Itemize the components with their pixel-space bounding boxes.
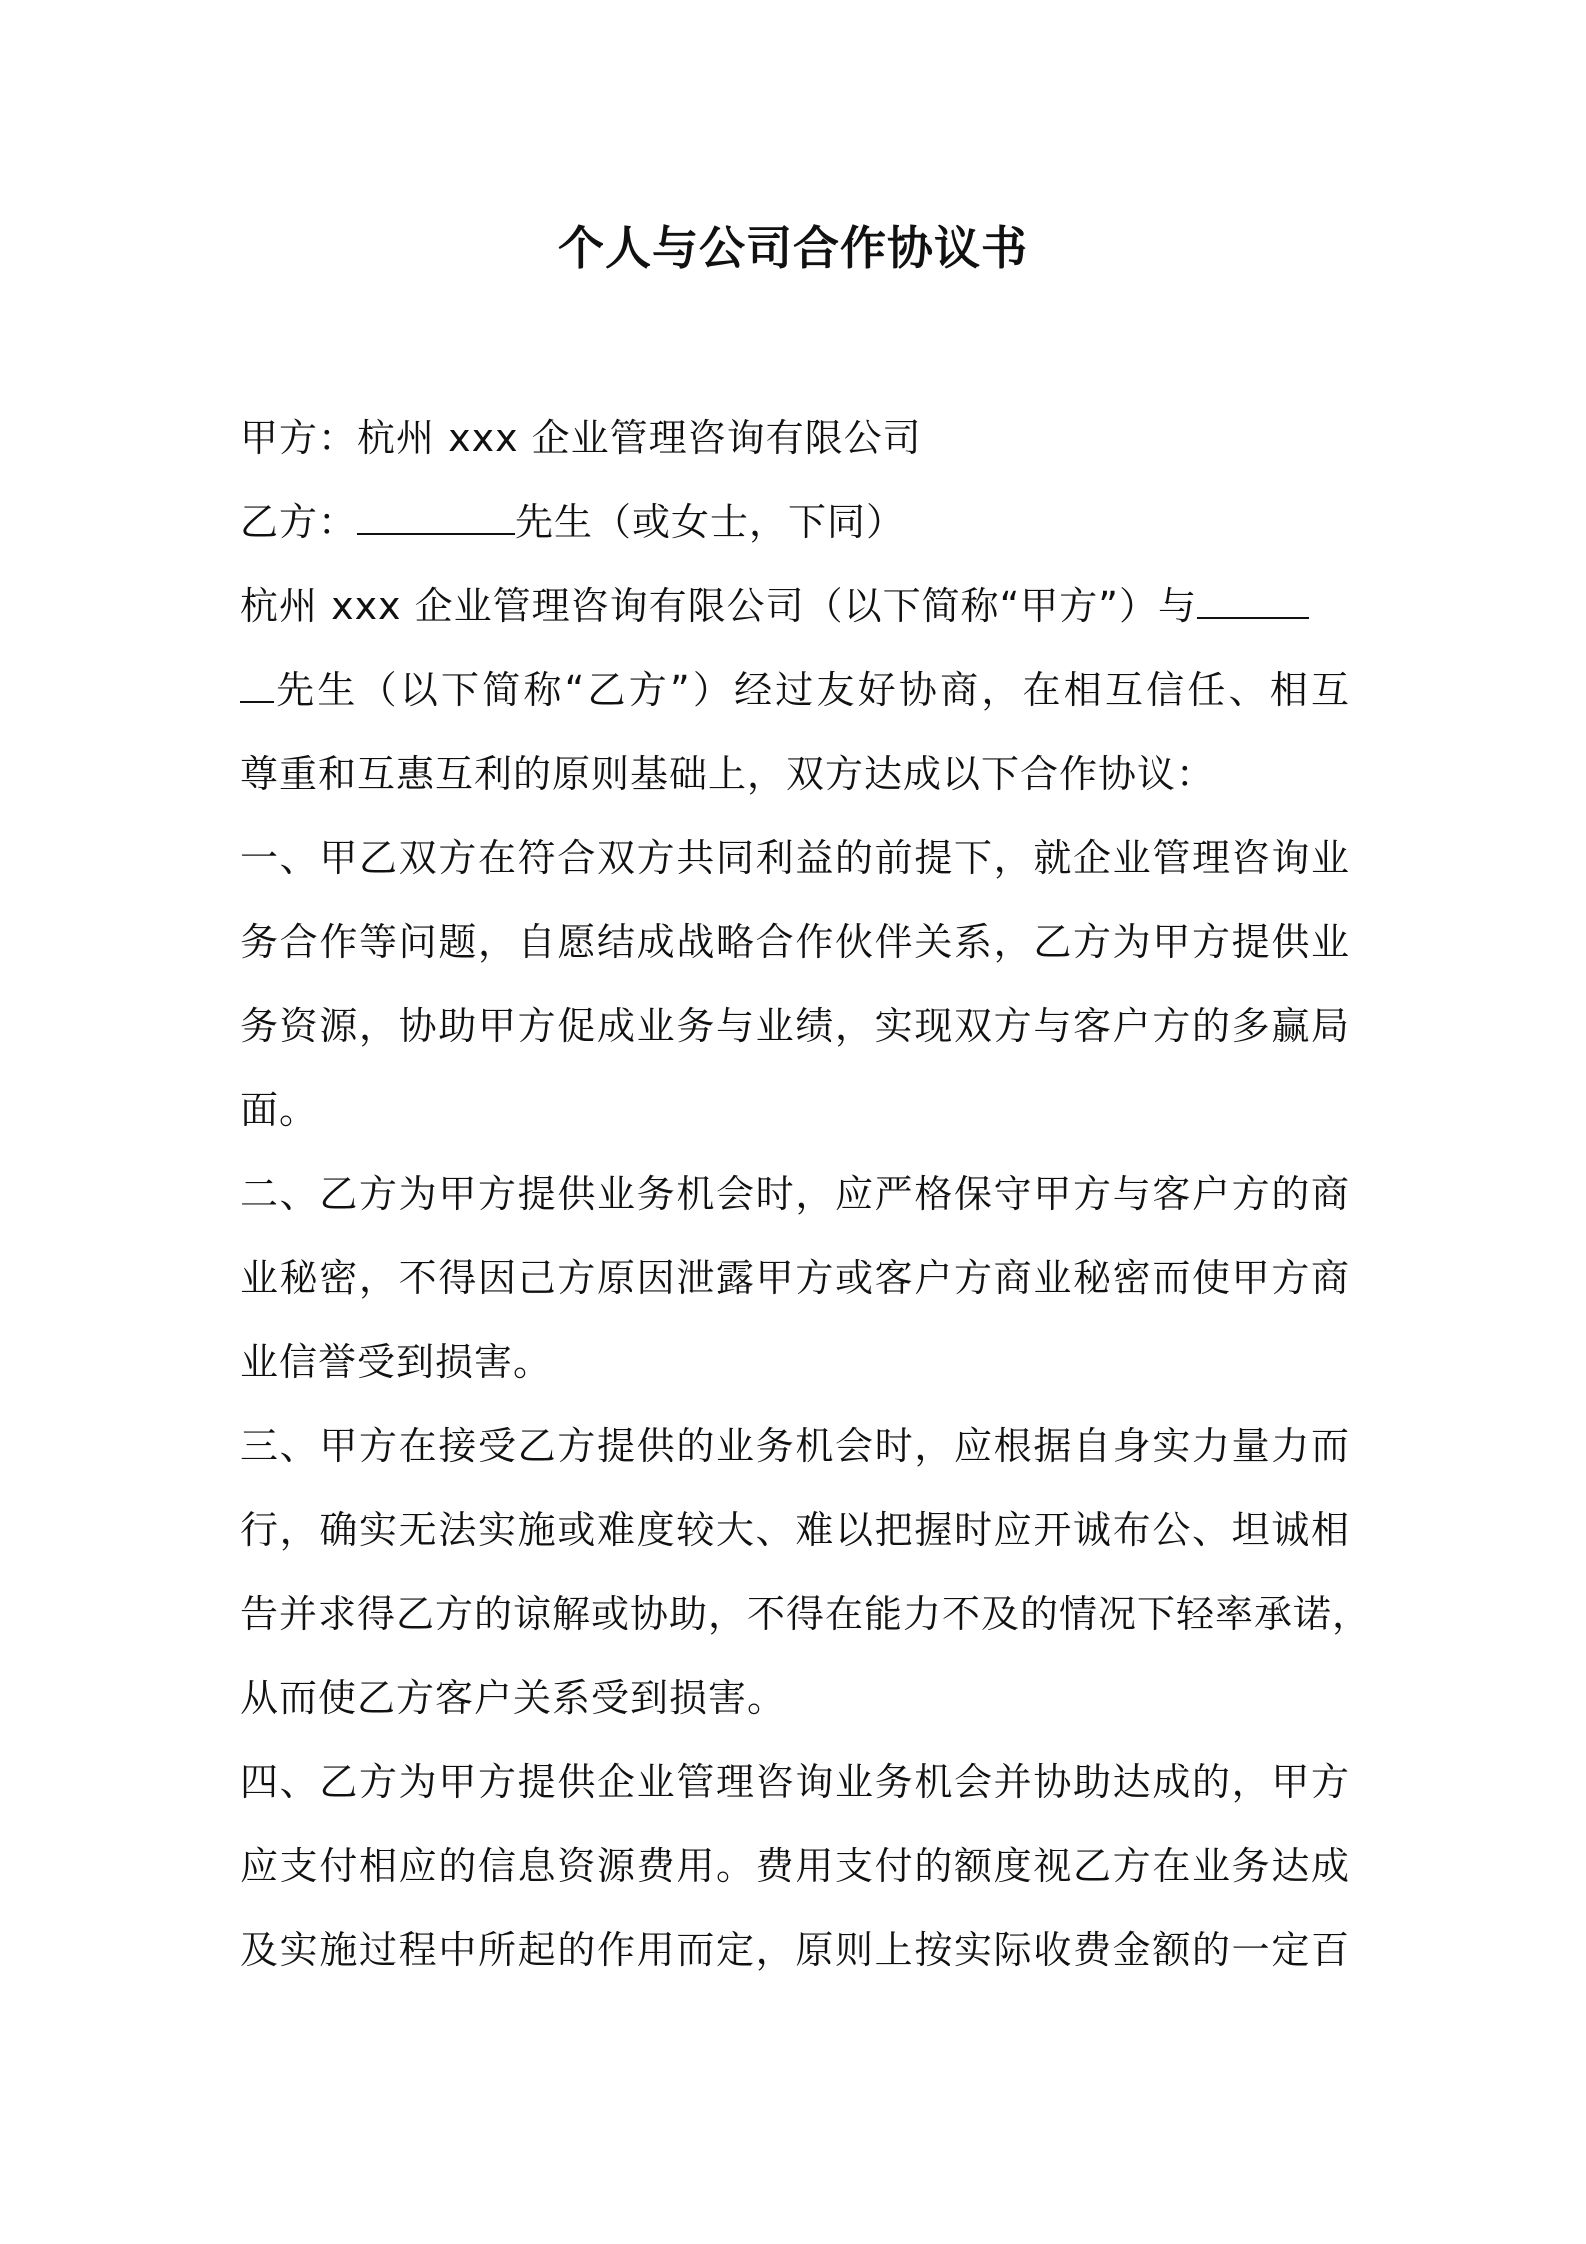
document-body: [240, 396, 1372, 1992]
clause-2-line: 业信誉受到损害。: [240, 1340, 553, 1384]
paragraph-line: [240, 564, 1350, 648]
party-b-suffix: 先生（或女士，下同）: [515, 500, 906, 544]
clause-2-line: 业秘密，不得因己方原因泄露甲方或客户方商业秘密而使甲方商: [240, 1256, 1350, 1300]
party-a-name: 杭州 xxx 企业管理咨询有限公司: [357, 416, 922, 460]
party-b-name-blank: [357, 485, 515, 535]
party-b-label: 乙方：: [240, 500, 358, 544]
clause-3-line: 行，确实无法实施或难度较大、难以把握时应开诚布公、坦诚相: [240, 1508, 1350, 1552]
clause-3-line: 三、甲方在接受乙方提供的业务机会时，应根据自身实力量力而: [240, 1424, 1350, 1468]
clause-2-line: 二、乙方为甲方提供业务机会时，应严格保守甲方与客户方的商: [240, 1172, 1350, 1216]
party-b-name-blank: [1197, 569, 1309, 619]
line-text: 杭州 xxx 企业管理咨询有限公司（以下简称“甲方”）与: [240, 584, 1197, 628]
party-a-line: [240, 396, 1350, 480]
party-b-line: [240, 480, 1350, 564]
document-title: 个人与公司合作协议书: [558, 221, 1028, 275]
line-text: 先生（以下简称“乙方”）经过友好协商，在相互信任、相互: [274, 668, 1350, 712]
clause-4-line: 应支付相应的信息资源费用。费用支付的额度视乙方在业务达成: [240, 1844, 1350, 1888]
clause-1-line: 一、甲乙双方在符合双方共同利益的前提下，就企业管理咨询业: [240, 836, 1350, 880]
clause-3-line: 从而使乙方客户关系受到损害。: [240, 1676, 787, 1720]
clause-4-line: 四、乙方为甲方提供企业管理咨询业务机会并协助达成的，甲方: [240, 1760, 1350, 1804]
clause-3-line: 告并求得乙方的谅解或协助，不得在能力不及的情况下轻率承诺，: [240, 1592, 1372, 1636]
clause-1-line: 务合作等问题，自愿结成战略合作伙伴关系，乙方为甲方提供业: [240, 920, 1350, 964]
clause-4-line: 及实施过程中所起的作用而定，原则上按实际收费金额的一定百: [240, 1928, 1350, 1972]
party-b-name-blank: [240, 653, 274, 703]
clause-1-line: 务资源，协助甲方促成业务与业绩，实现双方与客户方的多赢局: [240, 1004, 1350, 1048]
party-a-label: 甲方：: [240, 416, 358, 460]
clause-1-line: 面。: [240, 1088, 319, 1132]
paragraph-line: 尊重和互惠互利的原则基础上，双方达成以下合作协议：: [240, 752, 1216, 796]
paragraph-line: [240, 648, 1350, 732]
